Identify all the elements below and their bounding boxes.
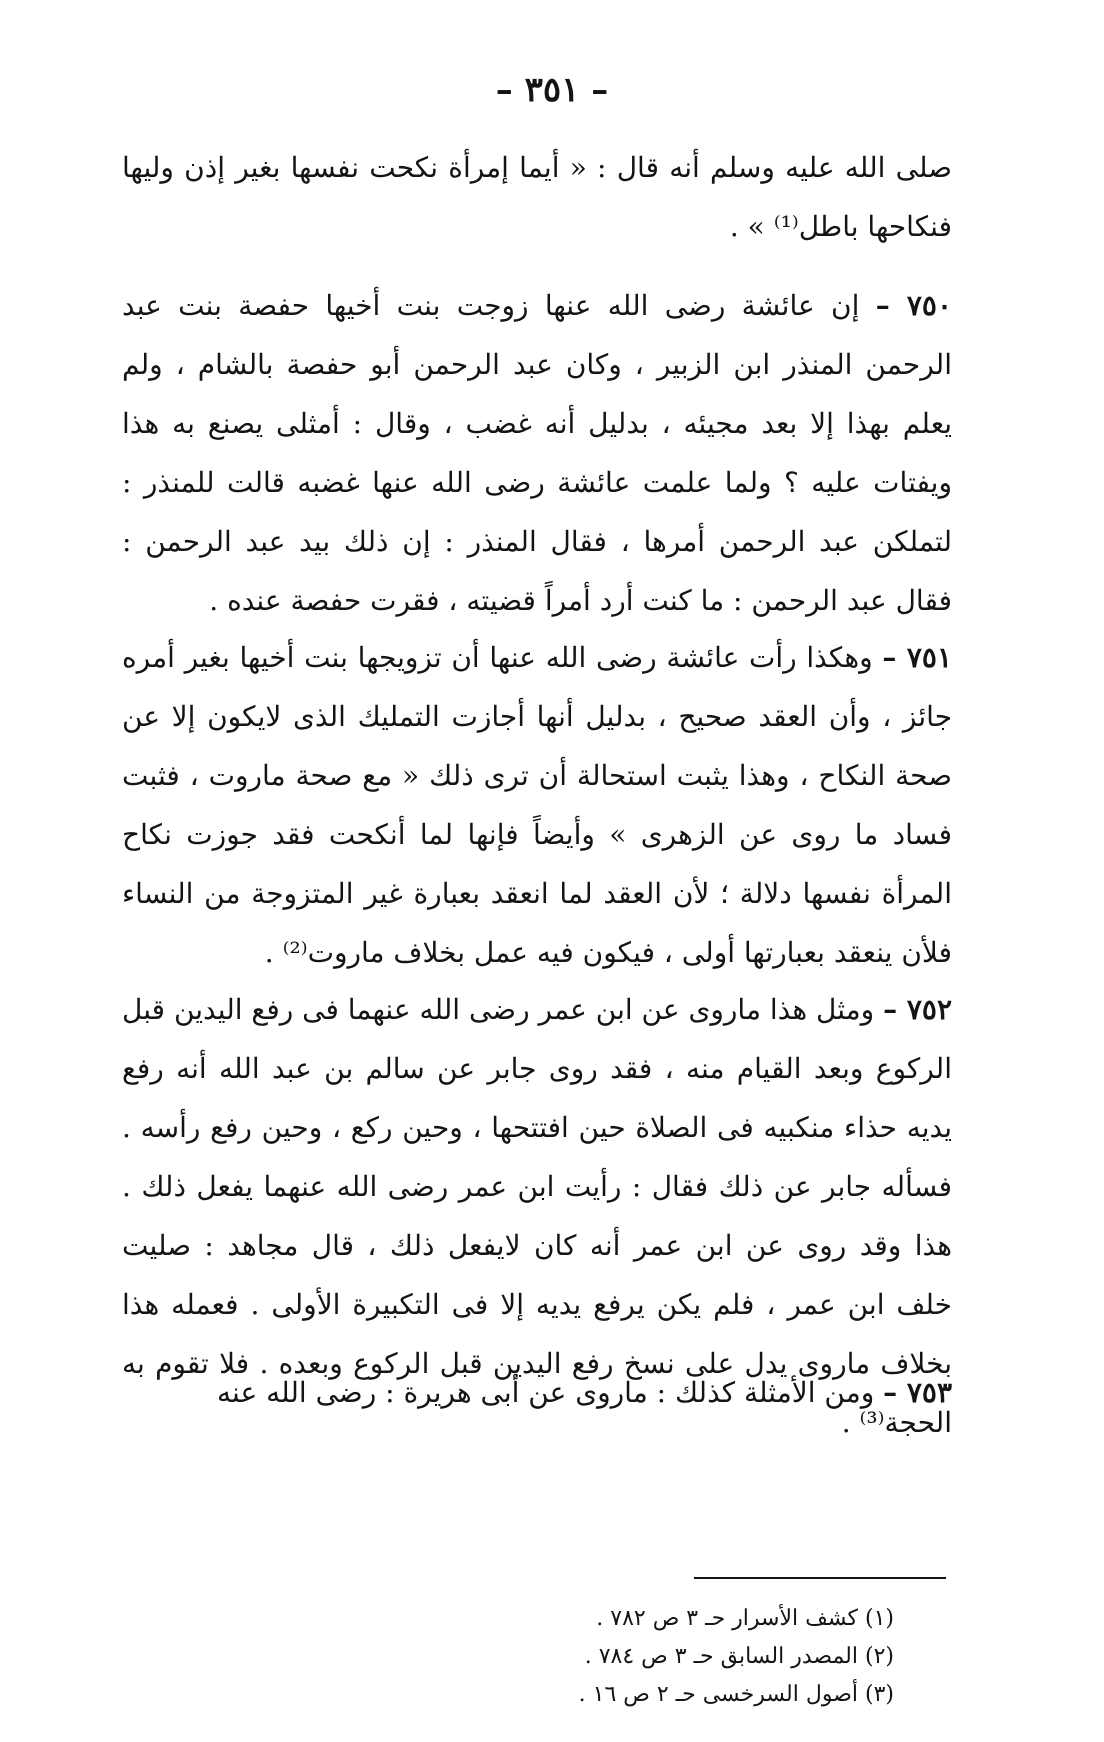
paragraph-text: ومن الأمثلة كذلك : ماروى عن أبى هريرة : رضى الله عنه bbox=[217, 1376, 875, 1409]
footnote-1: (١) كشف الأسرار حـ ٣ ص ٧٨٢ . bbox=[596, 1606, 894, 1631]
paragraph-number: ٧٥٢ – bbox=[883, 993, 953, 1026]
paragraph-number: ٧٥٣ – bbox=[883, 1376, 952, 1409]
footnotes bbox=[274, 1600, 894, 1714]
paragraph-number: ٧٥٠ – bbox=[875, 289, 952, 322]
paragraph-750 bbox=[122, 276, 952, 630]
paragraph-text: إن عائشة رضى الله عنها زوجت بنت أخيها حفصة بنت عبد الرحمن المنذر ابن الزبير ، وكان عبد الرحمن أبو حفصة بالشام ، ولم يعلم بهذا إلا بعد مجيئه ، بدليل أنه غضب ، وقال : أمثلى يصنع به هذا ويفتات عليه ؟ ولما علمت عائشة رضى الله عنها غضبه قالت للمنذر : لتملكن عبد الرحمن أمرها ، فقال المنذر : إن ذلك بيد عبد الرحمن : فقال عبد الرحمن : ما كنت أرد أمراً قضيته ، فقرت حفصة عنده . bbox=[122, 289, 952, 617]
paragraph-continuation bbox=[122, 138, 952, 256]
paragraph-number: ٧٥١ – bbox=[882, 641, 952, 674]
paragraph-text: صلى الله عليه وسلم أنه قال : « أيما إمرأة نكحت نفسها بغير إذن وليها فنكاحها باطل⁽¹⁾ » . bbox=[122, 151, 952, 243]
footnote-divider bbox=[694, 1577, 946, 1579]
paragraph-text: ومثل هذا ماروى عن ابن عمر رضى الله عنهما فى رفع اليدين قبل الركوع وبعد القيام منه ، فقد روى جابر عن سالم بن عبد الله أنه رفع يديه حذاء منكبيه فى الصلاة حين افتتحها ، وحين ركع ، وحين رفع رأسه . فسأله جابر عن ذلك فقال : رأيت ابن عمر رضى الله عنهما يفعل ذلك . هذا وقد روى عن ابن عمر أنه كان لايفعل ذلك ، قال مجاهد : صليت خلف ابن عمر ، فلم يكن يرفع يديه إلا فى التكبيرة الأولى . فعمله هذا بخلاف ماروى يدل على نسخ رفع اليدين قبل الركوع وبعده . فلا تقوم به الحجة⁽³⁾ . bbox=[122, 993, 952, 1439]
footnote-2: (٢) المصدر السابق حـ ٣ ص ٧٨٤ . bbox=[584, 1644, 894, 1669]
footnote-3: (٣) أصول السرخسى حـ ٢ ص ١٦ . bbox=[578, 1682, 894, 1707]
paragraph-753 bbox=[122, 1363, 952, 1422]
page-number: – ٣٥١ – bbox=[495, 70, 609, 110]
paragraph-text: وهكذا رأت عائشة رضى الله عنها أن تزويجها بنت أخيها بغير أمره جائز ، وأن العقد صحيح ، بدليل أنها أجازت التمليك الذى لايكون إلا عن صحة النكاح ، وهذا يثبت استحالة أن ترى ذلك « مع صحة ماروت ، فثبت فساد ما روى عن الزهرى » وأيضاً فإنها لما أنكحت فقد جوزت نكاح المرأة نفسها دلالة ؛ لأن العقد لما انعقد بعبارة غير المتزوجة من النساء فلأن ينعقد بعبارتها أولى ، فيكون فيه عمل بخلاف ماروت⁽²⁾ . bbox=[122, 641, 952, 969]
paragraph-751 bbox=[122, 628, 952, 982]
